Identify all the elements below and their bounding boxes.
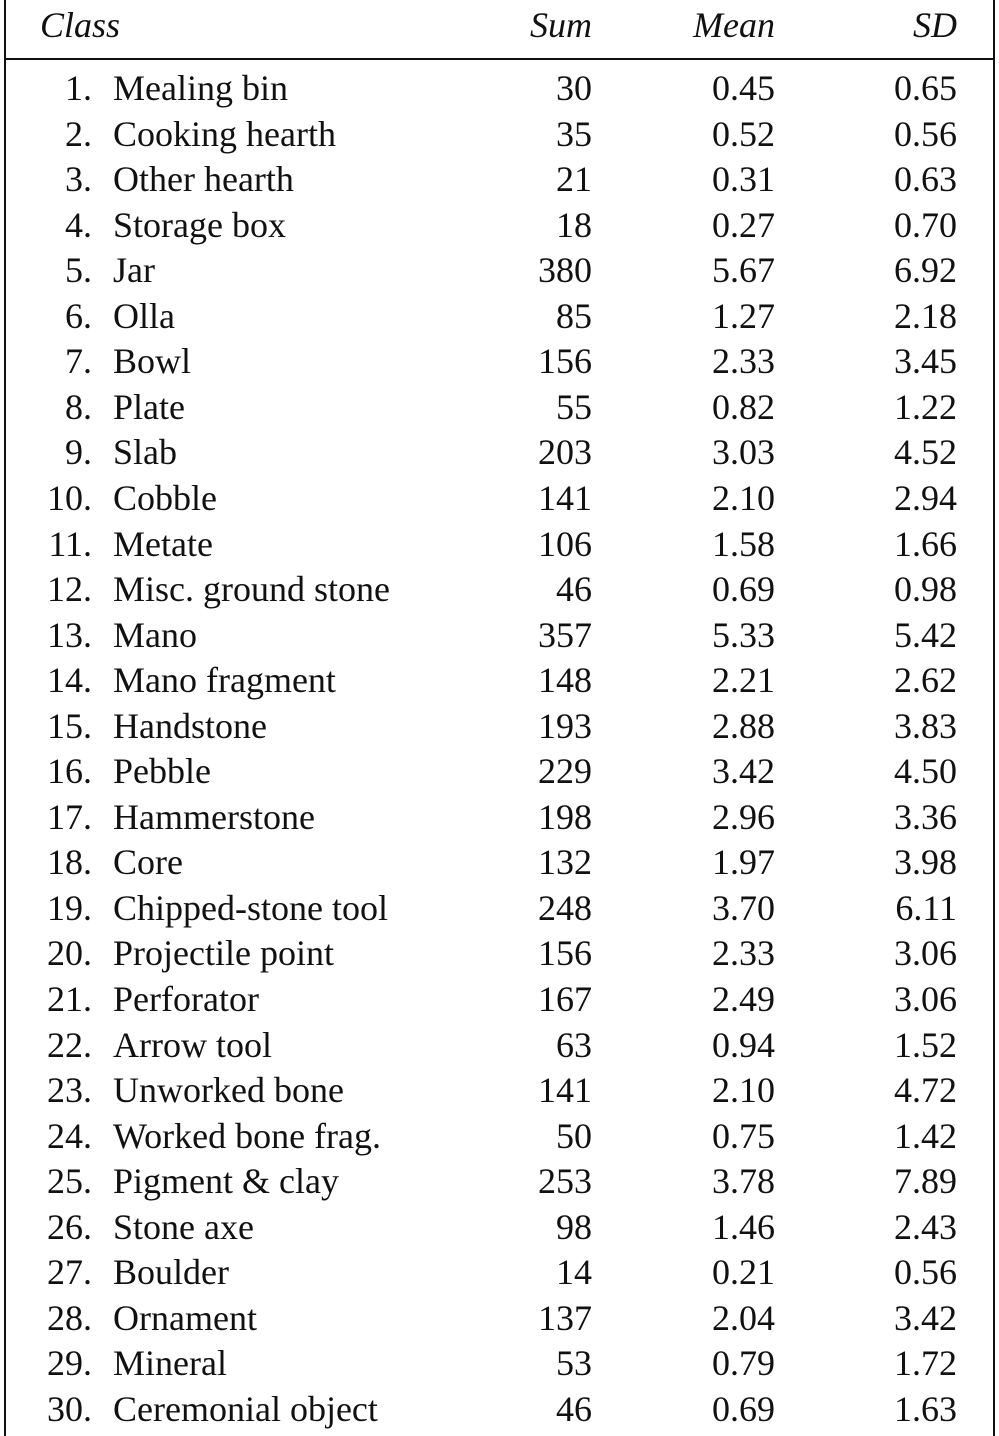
sd-value: 0.56: [894, 1252, 957, 1293]
header-class: Class: [40, 5, 121, 45]
class-name: Cobble: [113, 477, 217, 518]
header-sum: Sum: [530, 5, 592, 45]
sum-value: 50: [556, 1115, 592, 1156]
class-name: Mano: [113, 614, 197, 655]
mean-value: 2.96: [712, 796, 775, 837]
table-row: [0, 567, 999, 612]
sum-value: 53: [556, 1343, 592, 1384]
table-row: [0, 840, 999, 885]
sum-value: 46: [556, 1388, 592, 1429]
class-name: Metate: [113, 523, 213, 564]
class-name: Stone axe: [113, 1206, 254, 1247]
class-name: Ornament: [113, 1297, 257, 1338]
class-name: Chipped-stone tool: [113, 887, 388, 928]
sd-value: 6.11: [895, 887, 957, 928]
sd-value: 3.45: [894, 341, 957, 382]
class-name: Arrow tool: [113, 1024, 272, 1065]
table-row: [0, 1114, 999, 1159]
sd-value: 1.52: [894, 1024, 957, 1065]
class-name: Cooking hearth: [113, 113, 336, 154]
sum-value: 198: [538, 796, 592, 837]
class-name: Perforator: [113, 979, 259, 1019]
class-name: Mineral: [113, 1343, 227, 1384]
mean-value: 1.27: [712, 295, 775, 336]
sd-value: 4.50: [894, 751, 957, 792]
sd-value: 5.42: [894, 614, 957, 655]
sd-value: 0.56: [894, 113, 957, 154]
table-row: [0, 1205, 999, 1250]
class-name: Hammerstone: [113, 796, 315, 837]
table-row: [0, 977, 999, 1022]
sum-value: 167: [538, 979, 592, 1019]
table-row: [0, 248, 999, 293]
row-number: 17.: [47, 796, 92, 837]
header-rule: [4, 58, 995, 60]
sd-value: 4.52: [894, 432, 957, 473]
table-row: [0, 203, 999, 248]
mean-value: 2.04: [712, 1297, 775, 1338]
sum-value: 248: [538, 887, 592, 928]
table-row: [0, 613, 999, 658]
class-name: Handstone: [113, 705, 267, 746]
sd-value: 0.70: [894, 204, 957, 245]
sum-value: 63: [556, 1024, 592, 1065]
table-row: [0, 385, 999, 430]
class-name: Mano fragment: [113, 660, 336, 701]
table-row: [0, 1159, 999, 1204]
mean-value: 0.69: [712, 569, 775, 610]
sd-value: 2.94: [894, 477, 957, 518]
table-row: [0, 886, 999, 931]
table-row: [0, 704, 999, 749]
mean-value: 3.03: [712, 432, 775, 473]
row-number: 26.: [47, 1206, 92, 1247]
class-name: Boulder: [113, 1252, 229, 1293]
sum-value: 30: [556, 68, 592, 108]
row-number: 28.: [47, 1297, 92, 1338]
row-number: 21.: [47, 979, 92, 1019]
class-name: Misc. ground stone: [113, 569, 390, 610]
mean-value: 0.52: [712, 113, 775, 154]
table-row: [0, 658, 999, 703]
table-row: [0, 931, 999, 976]
mean-value: 0.94: [712, 1024, 775, 1065]
table-row: [0, 339, 999, 384]
sd-value: 0.98: [894, 569, 957, 610]
row-number: 14.: [47, 660, 92, 701]
class-name: Mealing bin: [113, 68, 288, 108]
mean-value: 2.88: [712, 705, 775, 746]
class-name: Slab: [113, 432, 178, 473]
mean-value: 5.33: [712, 614, 775, 655]
sum-value: 141: [538, 1070, 592, 1111]
mean-value: 3.42: [712, 751, 775, 792]
sd-value: 3.98: [894, 842, 957, 883]
sd-value: 2.43: [894, 1206, 957, 1247]
sd-value: 3.36: [894, 796, 957, 837]
sum-value: 35: [556, 113, 592, 154]
class-name: Worked bone frag.: [113, 1115, 381, 1156]
row-number: 29.: [47, 1343, 92, 1384]
sum-value: 18: [556, 204, 592, 245]
sum-value: 137: [538, 1297, 592, 1338]
mean-value: 2.33: [712, 341, 775, 382]
table-row: [0, 1023, 999, 1068]
table-row: [0, 1250, 999, 1295]
mean-value: 2.21: [712, 660, 775, 701]
row-number: 11.: [48, 523, 92, 564]
sum-value: 380: [538, 250, 592, 291]
mean-value: 0.31: [712, 159, 775, 200]
sd-value: 1.63: [894, 1388, 957, 1429]
row-number: 25.: [47, 1161, 92, 1202]
mean-value: 0.21: [712, 1252, 775, 1293]
mean-value: 0.79: [712, 1343, 775, 1384]
row-number: 6.: [65, 295, 92, 336]
sum-value: 106: [538, 523, 592, 564]
table-row: [0, 1068, 999, 1113]
sd-value: 3.83: [894, 705, 957, 746]
sd-value: 3.42: [894, 1297, 957, 1338]
row-number: 12.: [47, 569, 92, 610]
sum-value: 14: [556, 1252, 592, 1293]
row-number: 9.: [65, 432, 92, 473]
row-number: 7.: [65, 341, 92, 382]
class-name: Ceremonial object: [113, 1388, 378, 1429]
sum-value: 98: [556, 1206, 592, 1247]
mean-value: 2.49: [712, 979, 775, 1019]
class-name: Storage box: [113, 204, 286, 245]
mean-value: 0.75: [712, 1115, 775, 1156]
mean-value: 1.46: [712, 1206, 775, 1247]
table-row: [0, 430, 999, 475]
sum-value: 141: [538, 477, 592, 518]
mean-value: 3.78: [712, 1161, 775, 1202]
row-number: 30.: [47, 1388, 92, 1429]
sd-value: 6.92: [894, 250, 957, 291]
mean-value: 1.58: [712, 523, 775, 564]
mean-value: 2.10: [712, 477, 775, 518]
sd-value: 3.06: [894, 979, 957, 1019]
sum-value: 156: [538, 933, 592, 974]
table-row: [0, 157, 999, 202]
sum-value: 203: [538, 432, 592, 473]
mean-value: 1.97: [712, 842, 775, 883]
header-mean: Mean: [693, 5, 775, 45]
class-name: Pebble: [113, 751, 211, 792]
table-row: [0, 522, 999, 567]
sum-value: 46: [556, 569, 592, 610]
table-row: [0, 66, 999, 111]
sd-value: 1.66: [894, 523, 957, 564]
table-row: [0, 795, 999, 840]
sum-value: 85: [556, 295, 592, 336]
mean-value: 0.45: [712, 68, 775, 108]
row-number: 1.: [65, 68, 92, 108]
row-number: 4.: [65, 204, 92, 245]
table-header: [0, 3, 999, 48]
row-number: 18.: [47, 842, 92, 883]
table-row: [0, 749, 999, 794]
sd-value: 1.72: [894, 1343, 957, 1384]
table-row: [0, 476, 999, 521]
sum-value: 21: [556, 159, 592, 200]
class-name: Other hearth: [113, 159, 294, 200]
row-number: 15.: [47, 705, 92, 746]
row-number: 20.: [47, 933, 92, 974]
row-number: 2.: [65, 113, 92, 154]
sum-value: 253: [538, 1161, 592, 1202]
class-name: Core: [113, 842, 183, 883]
sum-value: 156: [538, 341, 592, 382]
mean-value: 2.10: [712, 1070, 775, 1111]
sd-value: 0.65: [894, 68, 957, 108]
sum-value: 55: [556, 386, 592, 427]
table-row: [0, 1387, 999, 1432]
sd-value: 1.22: [894, 386, 957, 427]
row-number: 16.: [47, 751, 92, 792]
class-name: Jar: [113, 250, 155, 291]
mean-value: 0.82: [712, 386, 775, 427]
row-number: 8.: [65, 386, 92, 427]
row-number: 19.: [47, 887, 92, 928]
row-number: 24.: [47, 1115, 92, 1156]
row-number: 10.: [47, 477, 92, 518]
sd-value: 7.89: [894, 1161, 957, 1202]
table-row: [0, 294, 999, 339]
sd-value: 2.18: [894, 295, 957, 336]
class-name: Projectile point: [113, 933, 334, 974]
mean-value: 5.67: [712, 250, 775, 291]
table-row: [0, 1341, 999, 1386]
class-name: Olla: [113, 295, 175, 336]
sum-value: 357: [538, 614, 592, 655]
sd-value: 3.06: [894, 933, 957, 974]
row-number: 13.: [47, 614, 92, 655]
row-number: 5.: [65, 250, 92, 291]
sum-value: 148: [538, 660, 592, 701]
row-number: 23.: [47, 1070, 92, 1111]
sum-value: 193: [538, 705, 592, 746]
class-name: Pigment & clay: [113, 1161, 339, 1202]
table-row: [0, 1296, 999, 1341]
mean-value: 2.33: [712, 933, 775, 974]
class-name: Bowl: [113, 341, 192, 382]
sd-value: 2.62: [894, 660, 957, 701]
sd-value: 4.72: [894, 1070, 957, 1111]
mean-value: 0.69: [712, 1388, 775, 1429]
header-sd: SD: [913, 5, 957, 45]
sum-value: 229: [538, 751, 592, 792]
sd-value: 0.63: [894, 159, 957, 200]
mean-value: 3.70: [712, 887, 775, 928]
sum-value: 132: [538, 842, 592, 883]
mean-value: 0.27: [712, 204, 775, 245]
class-name: Unworked bone: [113, 1070, 344, 1111]
class-name: Plate: [113, 386, 185, 427]
row-number: 22.: [47, 1024, 92, 1065]
row-number: 27.: [47, 1252, 92, 1293]
table-row: [0, 112, 999, 157]
row-number: 3.: [65, 159, 92, 200]
sd-value: 1.42: [894, 1115, 957, 1156]
